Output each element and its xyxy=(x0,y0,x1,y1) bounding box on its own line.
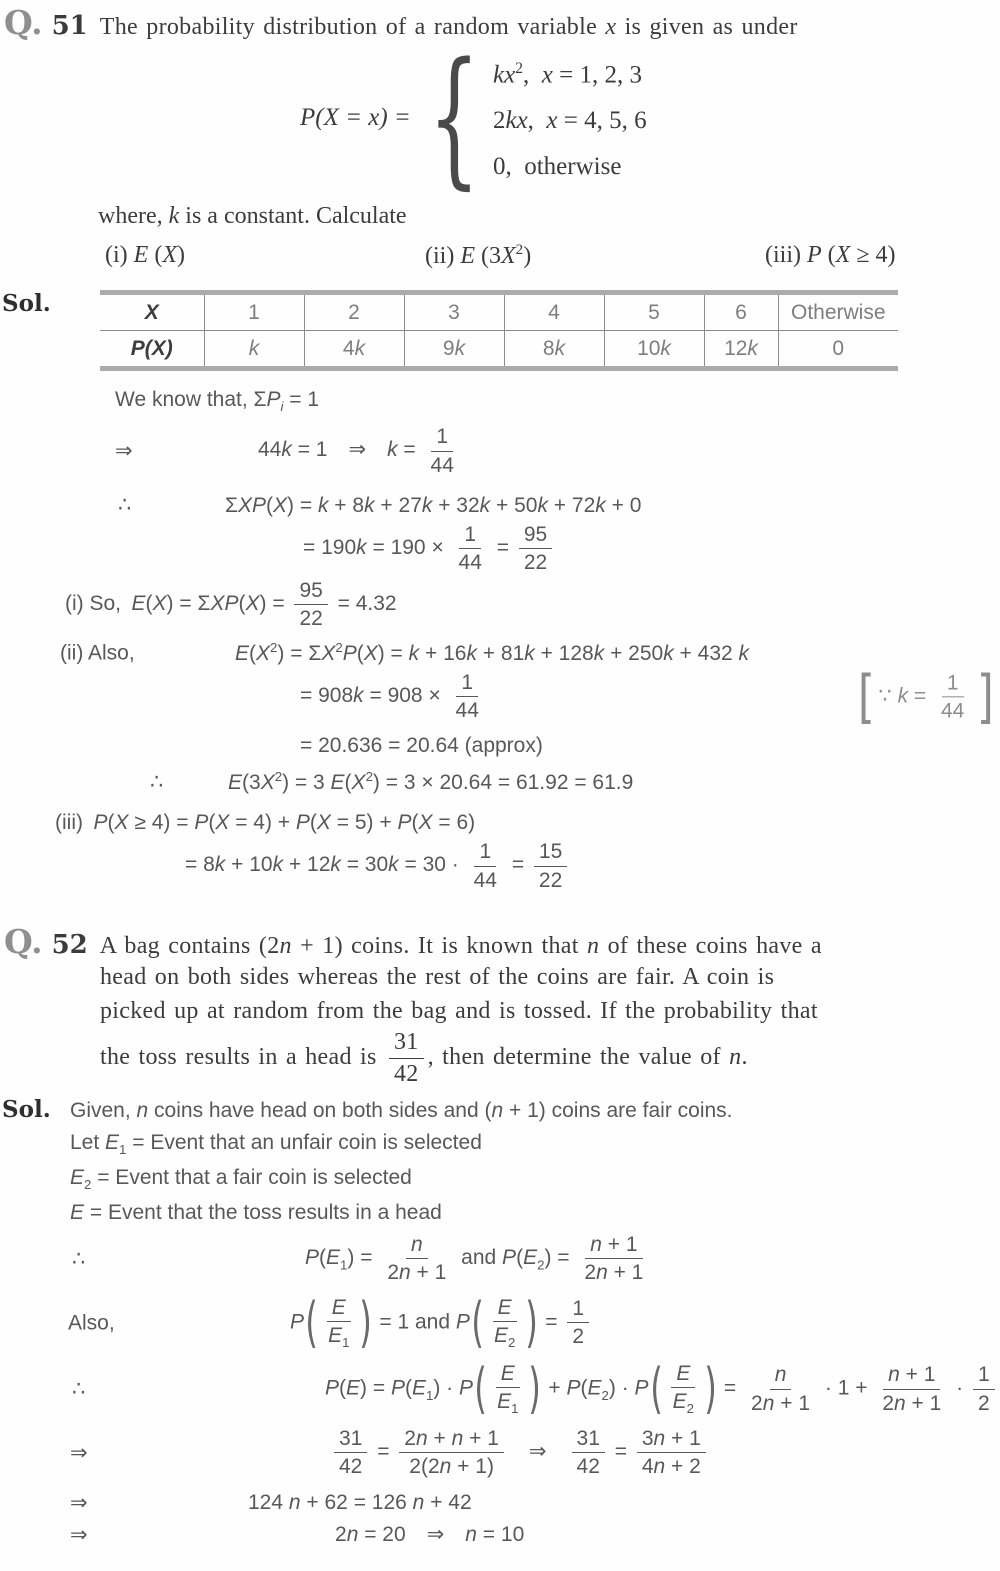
question-text-line: the toss results in a head is $\frac{31}{42}$ , then determine the value of n. xyxy=(100,1028,748,1087)
table-cell: 1 xyxy=(204,293,304,331)
solution-line: ∴ ΣXP(X) = k + 8k + 27k + 32k + 50k + 72k + 0 xyxy=(118,493,642,517)
table-cell: 2 xyxy=(304,293,404,331)
solution-line: ∴ $E(3X^2) = 3$ $E(X^2) = 3 \times 20.64 = 61.92 = 61.9$ xyxy=(150,768,634,794)
question-number: 52 xyxy=(51,929,88,960)
question-51-header xyxy=(0,0,1000,41)
piecewise-case: 2kx, x = 4, 5, 6 xyxy=(492,107,647,135)
piecewise-definition xyxy=(0,31,1000,204)
solution-line: ⇒ 2n = 20 ⇒ n = 10 xyxy=(70,1523,525,1547)
piecewise-case: $kx^2$, x = 1, 2, 3 xyxy=(492,59,643,89)
solution-line: ⇒ 124 n + 62 = 126 n + 42 xyxy=(70,1490,472,1515)
solution-line: = 20.636 = 20.64 (approx) xyxy=(300,734,543,758)
question-marker: Q. xyxy=(4,3,43,42)
solution-line: E = Event that the toss results in a head xyxy=(70,1201,442,1224)
solution-line: We know that, $\Sigma P_i = 1$ xyxy=(115,388,320,415)
question-text-line: picked up at random from the bag and is tossed. If the probability that xyxy=(100,997,818,1024)
solution-line: = 190k = 190 × $\frac{1}{44}$ = $\frac{95}{22}$ xyxy=(0,522,1000,575)
question-52 xyxy=(0,919,1000,1089)
table-row-px xyxy=(100,331,898,369)
solution-line: ∴ $P(E) = P(E_1) \cdot P$( $\frac{E}{E_1}$ ) + $P(E_2) \cdot P$( $\frac{E}{E_2}$ ) = $\frac{n}{2n + 1}$ · 1 + $\frac{n + 1}{2n + 1}$ · $\frac{1}{2}$ xyxy=(0,1361,1000,1417)
question-51 xyxy=(0,0,1000,280)
piecewise-case: 0, otherwise xyxy=(492,153,622,181)
solution-line: (ii) Also, $E(X^2) = \Sigma X^2P(X) = k + 16k + 81k + 128k + 250k + 432$ k xyxy=(60,639,750,665)
table-cell: 10k xyxy=(604,331,704,369)
table-header-px: P(X) xyxy=(100,331,204,369)
solution-line: ⇒ $\frac{31}{42}$ = $\frac{2n + n + 1}{2(2n + 1)}$ ⇒ $\frac{31}{42}$ = $\frac{3n + 1}{4n + 2}$ xyxy=(0,1426,1000,1479)
solution-line: Also, P( $\frac{E}{E_1}$ ) = 1 and P( $\frac{E}{E_2}$ ) = $\frac{1}{2}$ xyxy=(0,1295,1000,1351)
solution-line: $E_2$ = Event that a fair coin is selected xyxy=(70,1165,412,1192)
part-iii: (iii) P (X ≥ 4) xyxy=(765,242,896,268)
table-cell: 6 xyxy=(704,293,778,331)
solution-51 xyxy=(0,290,1000,893)
table-cell: 4k xyxy=(304,331,404,369)
solution-label: Sol. xyxy=(2,290,51,317)
question-text-line: head on both sides whereas the rest of the coins are fair. A coin is xyxy=(100,963,775,990)
solution-52 xyxy=(0,1096,1000,1548)
part-i: (i) E (X) xyxy=(105,242,185,268)
solution-line: ∴ $P(E_1)$ = $\frac{n}{2n + 1}$ and $P(E_2)$ = $\frac{n + 1}{2n + 1}$ xyxy=(72,1233,644,1285)
piecewise-cases xyxy=(493,46,647,190)
table-cell: Otherwise xyxy=(778,293,898,331)
table-cell: 5 xyxy=(604,293,704,331)
question-instruction: where, k is a constant. Calculate xyxy=(98,203,407,229)
question-52-header xyxy=(0,919,1000,960)
question-prompt: The probability distribution of a random variable x is given as under xyxy=(99,14,798,40)
solution-line: ⇒ 44k = 1 ⇒ k = $\frac{1}{44}$ xyxy=(115,425,454,477)
solution-line: = 8k + 10k + 12k = 30k = 30 · $\frac{1}{44}$ = $\frac{15}{22}$ xyxy=(0,839,1000,892)
table-cell: 9k xyxy=(404,331,504,369)
solution-line: (i) So, E(X) = ΣXP(X) = $\frac{95}{22}$ = 4.32 xyxy=(65,579,397,631)
table-cell: 0 xyxy=(778,331,898,369)
table-cell: 8k xyxy=(504,331,604,369)
solution-line: Let $E_1$ = Event that an unfair coin is selected xyxy=(70,1131,482,1158)
table-row-x xyxy=(100,293,898,331)
curly-brace: { xyxy=(427,31,480,204)
solution-line: Given, n coins have head on both sides and (n + 1) coins are fair coins. xyxy=(70,1099,733,1123)
question-parts xyxy=(0,238,1000,280)
table-cell: 12k xyxy=(704,331,778,369)
solution-line: = 908k = 908 × $\frac{1}{44}$ [ ∵ k = $\frac{1}{44}$ ] xyxy=(0,670,1000,723)
table-header-x: X xyxy=(144,300,159,324)
side-note: [ ∵ k = $\frac{1}{44}$ ] xyxy=(857,662,995,731)
piecewise-lhs: P(X = x) = xyxy=(300,104,411,131)
question-number: 51 xyxy=(51,11,88,41)
table-cell: k xyxy=(204,331,304,369)
table-cell: 4 xyxy=(504,293,604,331)
part-ii: (ii) E $(3X^2)$ xyxy=(425,242,532,269)
question-text-line: A bag contains (2n + 1) coins. It is known that n of these coins have a xyxy=(99,932,822,959)
solution-line: (iii) P(X ≥ 4) = P(X = 4) + P(X = 5) + P(X = 6) xyxy=(55,811,476,835)
question-marker: Q. xyxy=(4,921,43,961)
table-cell: 3 xyxy=(404,293,504,331)
solution-label: Sol. xyxy=(2,1096,51,1124)
probability-table xyxy=(100,290,898,371)
